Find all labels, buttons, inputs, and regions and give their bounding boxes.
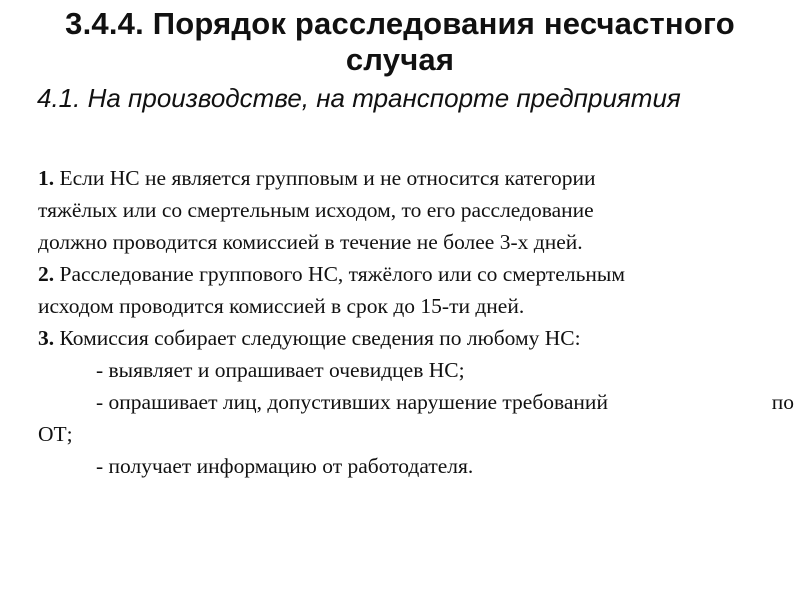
item-2-text-1: Расследование группового НС, тяжёлого или со смертельным	[59, 262, 625, 286]
bullet-2	[38, 386, 794, 418]
item-1-line-3: должно проводится комиссией в течение не более 3-х дней.	[38, 230, 583, 254]
item-2-number: 2.	[38, 262, 55, 286]
slide-title	[20, 6, 780, 78]
title-line-1: 3.4.4. Порядок расследования несчастного	[65, 6, 735, 41]
item-1-line-1	[38, 162, 794, 194]
bullet-1: - выявляет и опрашивает очевидцев НС;	[96, 358, 465, 382]
item-2-line-1	[38, 258, 794, 290]
item-1-text-1: Если НС не является групповым и не относится категории	[59, 166, 596, 190]
item-2-line-2: исходом проводится комиссией в срок до 15-ти дней.	[38, 294, 525, 318]
item-1-number: 1.	[38, 166, 55, 190]
bullet-2-text: - опрашивает лиц, допустивших нарушение требований	[96, 390, 608, 414]
slide-body	[38, 162, 794, 482]
bullet-2-continuation: ОТ;	[38, 422, 73, 446]
bullet-2-end: по	[771, 390, 794, 414]
slide-subtitle: 4.1. На производстве, на транспорте предприятия	[37, 83, 681, 113]
item-3-line-1	[38, 322, 794, 354]
item-3-text-1: Комиссия собирает следующие сведения по любому НС:	[59, 326, 581, 350]
item-3-number: 3.	[38, 326, 55, 350]
title-line-2: случая	[345, 42, 455, 77]
bullet-3: - получает информацию от работодателя.	[96, 454, 474, 478]
item-1-line-2: тяжёлых или со смертельным исходом, то его расследование	[38, 198, 594, 222]
